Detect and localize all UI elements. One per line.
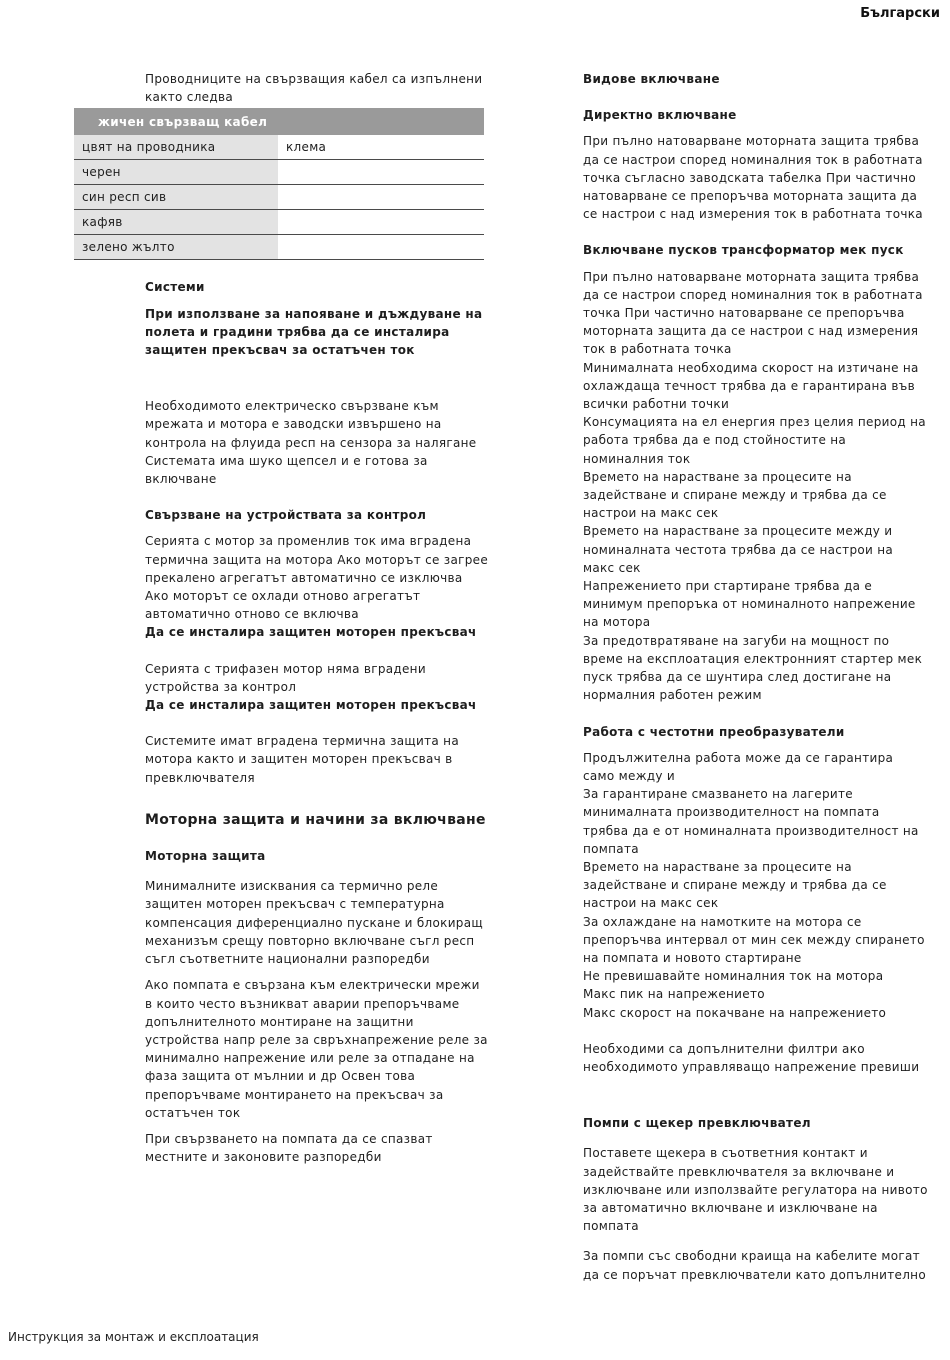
plug-paragraph: За помпи със свободни краища на кабелите могат да се поръчат превключватели като допълнително bbox=[583, 1249, 926, 1282]
list-item: Времето на нарастване за процесите между и номиналната честота трябва да се настрои на макс сек bbox=[583, 524, 894, 575]
table-cell: зелено жълто bbox=[74, 235, 278, 260]
direct-text: При пълно натоварване моторната защита трябва да се настрои според номиналния ток в работната точка съгласно заводската табелка При частично натоварване се препоръчва моторната защита да се настрои с над измерения ток в работната точка bbox=[583, 134, 923, 222]
table-header-cell: клема bbox=[278, 135, 484, 160]
direct-heading: Директно включване bbox=[583, 108, 737, 123]
list-item: Времето на нарастване за процесите на задействане и спиране между и трябва да се настрои на макс сек bbox=[583, 859, 887, 911]
motor-paragraph: Ако помпата е свързана към електрически мрежи в които често възникват аварии препоръчваме допълнителното монтиране на защитни устройства напр реле за свръхнапрежение реле за минимално напрежение или реле за отпадане на фаза защита от мълнии и др Освен това препоръчваме монтирането на прекъсвач за остатъчен ток bbox=[145, 978, 488, 1120]
systems-heading: Системи bbox=[145, 280, 205, 295]
table-row bbox=[74, 135, 484, 160]
list-item: При пълно натоварване моторната защита трябва да се настрои според номиналния ток в работната точка При частично натоварване се препоръчва моторната защита да се настрои с над измерения ток в работната точка bbox=[583, 269, 923, 357]
control-warning: Да се инсталира защитен моторен прекъсвач bbox=[145, 698, 477, 713]
table-row bbox=[74, 185, 484, 210]
soft-start-heading: Включване пусков трансформатор мек пуск bbox=[583, 243, 904, 258]
table-cell bbox=[278, 235, 484, 260]
control-paragraph: Серията с мотор за променлив ток има вградена термична защита на мотора Ако моторът се загрее прекалено агрегатът автоматично се изключва Ако моторът се охлади отново агрегатът автоматично отново се включва bbox=[145, 534, 489, 622]
list-item: За гарантиране смазването на лагерите минималната производителност на помпата трябва да е от номиналната производителност на помпата bbox=[583, 787, 919, 856]
list-item: Времето на нарастване за процесите на задействане и спиране между и трябва да се настрои на макс сек bbox=[583, 469, 887, 521]
list-item: Макс пик на напрежението bbox=[583, 987, 765, 1002]
cable-table-title: жичен свързващ кабел bbox=[74, 108, 484, 135]
types-heading: Видове включване bbox=[583, 72, 720, 86]
table-cell: син респ сив bbox=[74, 185, 278, 210]
frequency-heading: Работа с честотни преобразуватели bbox=[583, 724, 845, 739]
table-row bbox=[74, 210, 484, 235]
motor-paragraph: При свързването на помпата да се спазват местните и законовите разпоредби bbox=[145, 1131, 433, 1165]
section-heading: Моторна защита и начини за включване bbox=[145, 811, 486, 828]
table-header-cell: цвят на проводника bbox=[74, 135, 278, 160]
list-item: Консумацията на ел енергия през целия период на работа трябва да е под стойностите на номиналния ток bbox=[583, 415, 926, 466]
language-label: Български bbox=[860, 6, 940, 21]
cable-intro: Проводниците на свързващия кабел са изпълнени както следва bbox=[145, 72, 483, 105]
table-cell bbox=[278, 185, 484, 210]
list-item: Минималната необходима скорост на изтичане на охлаждаща течност трябва да е гарантирана във всички работни точки bbox=[583, 360, 919, 412]
control-warning: Да се инсталира защитен моторен прекъсвач bbox=[145, 625, 477, 640]
motor-heading: Моторна защита bbox=[145, 849, 266, 864]
table-cell bbox=[278, 210, 484, 235]
table-row bbox=[74, 160, 484, 185]
table-row bbox=[74, 235, 484, 260]
table-cell bbox=[278, 160, 484, 185]
list-item: За предотвратяване на загуби на мощност по време на експлоатация електронният стартер мек пуск трябва да се шунтира след достигане на нормалния работен режим bbox=[583, 633, 923, 703]
plug-heading: Помпи с щекер превключвател bbox=[583, 1116, 811, 1131]
list-item: Напрежението при стартиране трябва да е минимум препоръка от номиналното напрежение на мотора bbox=[583, 579, 916, 630]
control-paragraph: Серията с трифазен мотор няма вградени устройства за контрол bbox=[145, 661, 426, 694]
motor-paragraph: Минималните изисквания са термично реле защитен моторен прекъсвач с температурна компенсация диференциално пускане и блокиращ механизъм срещу повторно включване съгл респ съгл съответните национални разпоредби bbox=[145, 879, 483, 967]
systems-text: Необходимото електрическо свързване към мрежата и мотора е заводски извършено на контрола на флуида респ на сензора за налягане Системата има шуко щепсел и е готова за включване bbox=[145, 399, 477, 487]
list-item: За охлаждане на намотките на мотора се препоръчва интервал от мин сек между спирането на помпата и новото стартиране bbox=[583, 914, 925, 965]
frequency-note: Необходими са допълнителни филтри ако необходимото управляващо напрежение превиши bbox=[583, 1041, 920, 1074]
control-paragraph: Системите имат вградена термична защита на мотора както и защитен моторен прекъсвач в превключвателя bbox=[145, 734, 459, 785]
table-cell: черен bbox=[74, 160, 278, 185]
list-item: Макс скорост на покачване на напрежението bbox=[583, 1005, 887, 1020]
left-column bbox=[82, 70, 490, 1166]
systems-warning: При използване за напояване и дъждуване на полета и градини трябва да се инсталира защитен прекъсвач за остатъчен ток bbox=[145, 306, 483, 358]
footer-text: Инструкция за монтаж и експлоатация bbox=[8, 1330, 259, 1344]
plug-paragraph: Поставете щекера в съответния контакт и задействайте превключвателя за включване и изключване или използвайте регулатора на нивото за автоматично включване и изключване на помпата bbox=[583, 1146, 928, 1234]
cable-table bbox=[74, 108, 484, 260]
control-heading: Свързване на устройствата за контрол bbox=[145, 508, 427, 523]
list-item: Не превишавайте номиналния ток на мотора bbox=[583, 969, 884, 984]
table-cell: кафяв bbox=[74, 210, 278, 235]
list-item: Продължителна работа може да се гарантира само между и bbox=[583, 750, 894, 783]
right-column bbox=[583, 70, 928, 1284]
